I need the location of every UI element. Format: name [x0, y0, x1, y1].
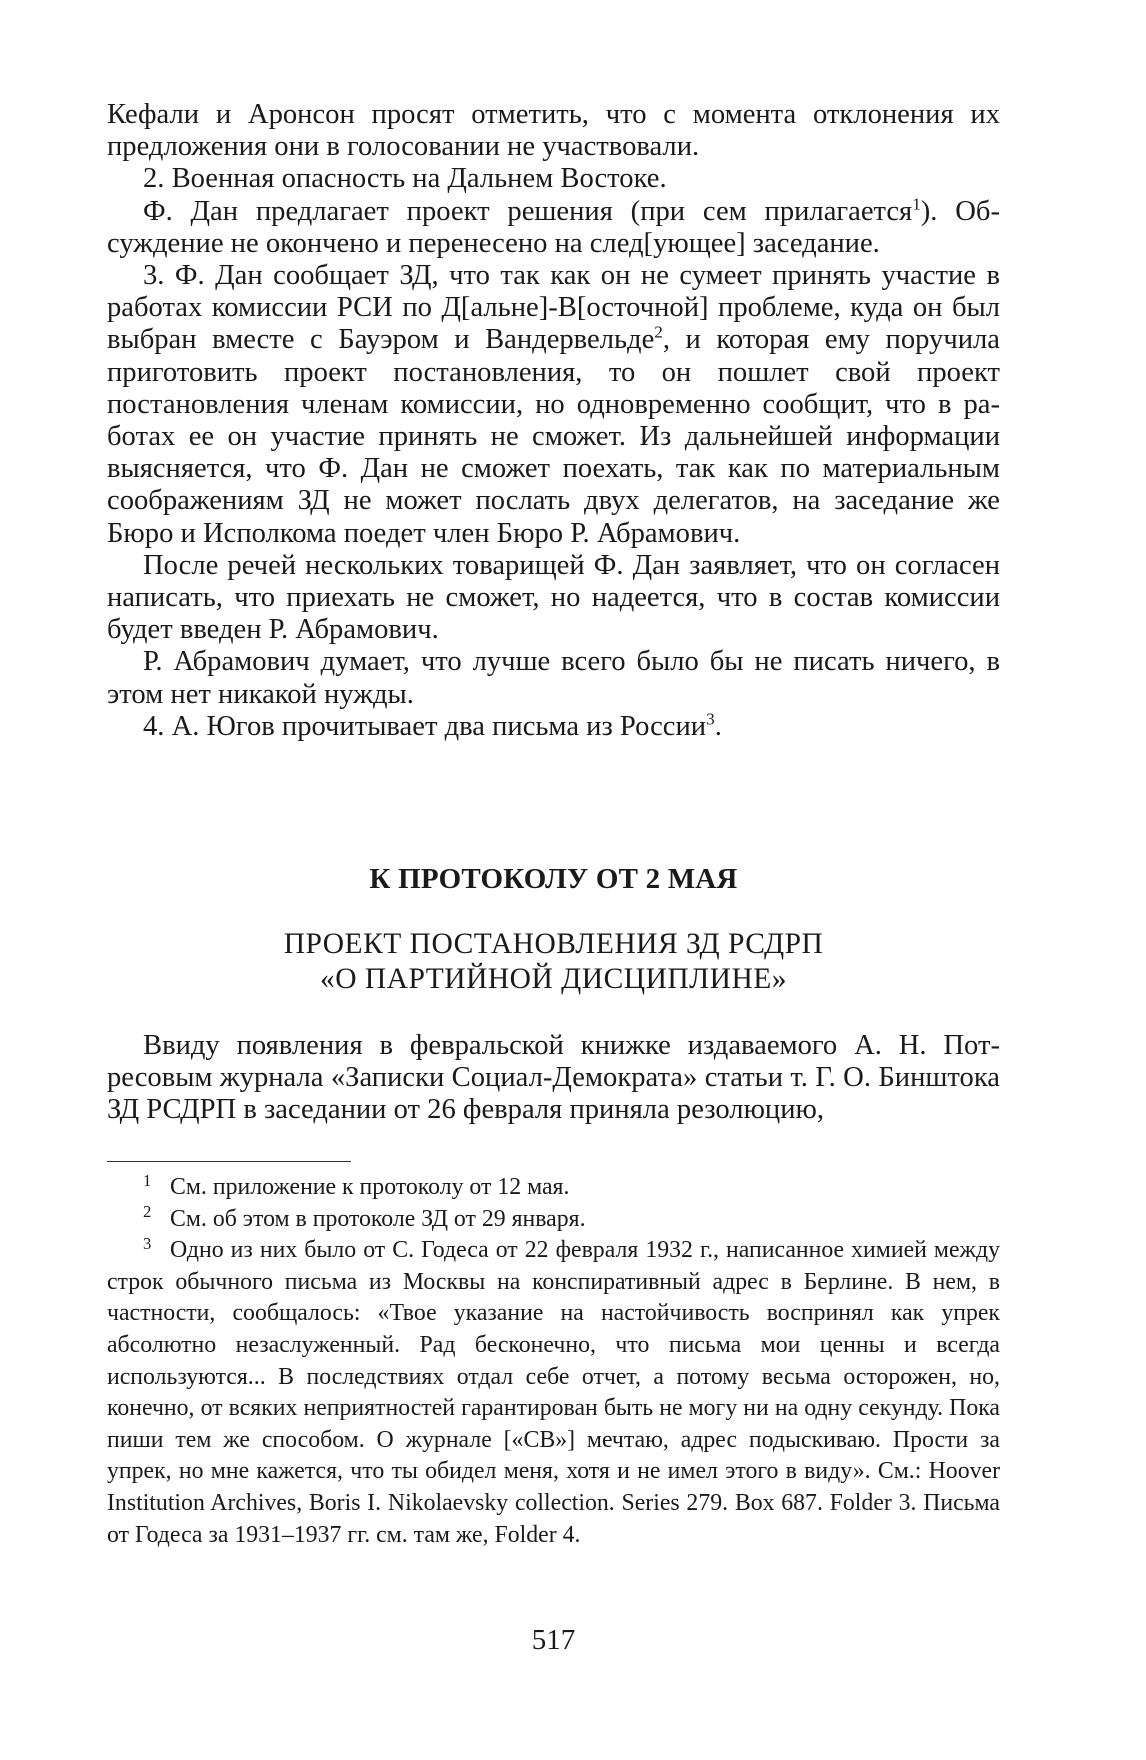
footnote-2: 2 См. об этом в протоколе ЗД от 29 января.: [143, 1202, 586, 1232]
footnote-ref-3: 3: [706, 709, 715, 729]
body-text-bottom: [107, 1030, 1000, 1127]
footnotes: [107, 1172, 1000, 1551]
body-text-top: [107, 99, 1000, 743]
document-title: [107, 927, 1000, 997]
paragraph-dan-draft: Ф. Дан предлагает проект решения (при сем прилагается$^1$). Обсуждение не окончено и перенесено на след[ующее] заседание.: [107, 194, 1000, 259]
paragraph-continuation: Кефали и Аронсон просят отметить, что с момента отклонения их предложения они в голосовании не участвовали.: [107, 99, 1000, 163]
section-heading: К ПРОТОКОЛУ ОТ 2 МАЯ: [369, 863, 738, 895]
footnote-divider: [107, 1161, 351, 1162]
footnote-ref-1: 1: [912, 194, 921, 214]
document-title-line-1: ПРОЕКТ ПОСТАНОВЛЕНИЯ ЗД РСДРП: [283, 928, 824, 960]
agenda-item-2: 2. Военная опасность на Дальнем Востоке.: [143, 163, 667, 195]
paragraph-resolution: Ввиду появления в февральской книжке издаваемого А. Н. Потресовым журнала «Записки Социал-Демократа» статьи т. Г. О. Бинштока ЗД РСДРП в заседании от 26 февраля приняла резолюцию,: [107, 1030, 1000, 1126]
agenda-item-3: 3. Ф. Дан сообщает ЗД, что так как он не сумеет принять участие в работах комиссии РСИ по Д[альне]-В[осточной] проблеме, куда он был выбран вместе с Бауэром и Вандервельде$^2$, и которая ему поручила приготовить проект постановления, то он пошлет свой проект постановления членам комиссии, но одновременно сообщит, что в работах ее он участие принять не сможет. Из дальнейшей информации выясняется, что Ф. Дан не сможет поехать, так как по материальным соображениям ЗД не может послать двух делегатов, на заседание же Бюро и Исполкома поедет член Бюро Р. Абрамович.: [107, 260, 1000, 549]
page-number: 517: [531, 1624, 576, 1656]
footnote-3: 3 Одно из них было от С. Годеса от 22 февраля 1932 г., написанное химией между строк обычного письма из Москвы на конспиративный адрес в Берлине. В нем, в частности, сообщалось: «Твое указание на настойчивость воспринял как упрек абсолютно незаслуженный. Рад бесконечно, что письма мои ценны и всегда используются... В последствиях отдал себе отчет, а потому весьма осторожен, но, конечно, от всяких неприятностей гарантирован быть не могу ни на одну секунду. Пока пиши тем же способом. О журнале [«СВ»] мечтаю, адрес подыскиваю. Прости за упрек, но мне кажется, что ты обидел меня, хотя и не имел этого в виду». См.: Hoover Institution Archives, Boris I. Nikolaevsky collection. Series 279. Box 687. Folder 3. Письма от Годеса за 1931–1937 гг. см. там же, Folder 4.: [107, 1233, 1000, 1548]
footnote-ref-2: 2: [654, 323, 663, 343]
paragraph-abramovich: Р. Абрамович думает, что лучше всего было бы не писать ничего, в этом нет никакой нужды.: [107, 646, 1000, 710]
agenda-item-4: 4. А. Югов прочитывает два письма из России$^3$.: [143, 709, 722, 742]
paragraph-after-speeches: После речей нескольких товарищей Ф. Дан заявляет, что он согласен написать, что приехать не сможет, но надеется, что в состав комиссии будет введен Р. Абрамович.: [107, 549, 1000, 646]
footnote-1: 1 См. приложение к протоколу от 12 мая.: [143, 1170, 570, 1200]
document-title-line-2: «О ПАРТИЙНОЙ ДИСЦИПЛИНЕ»: [319, 963, 788, 995]
